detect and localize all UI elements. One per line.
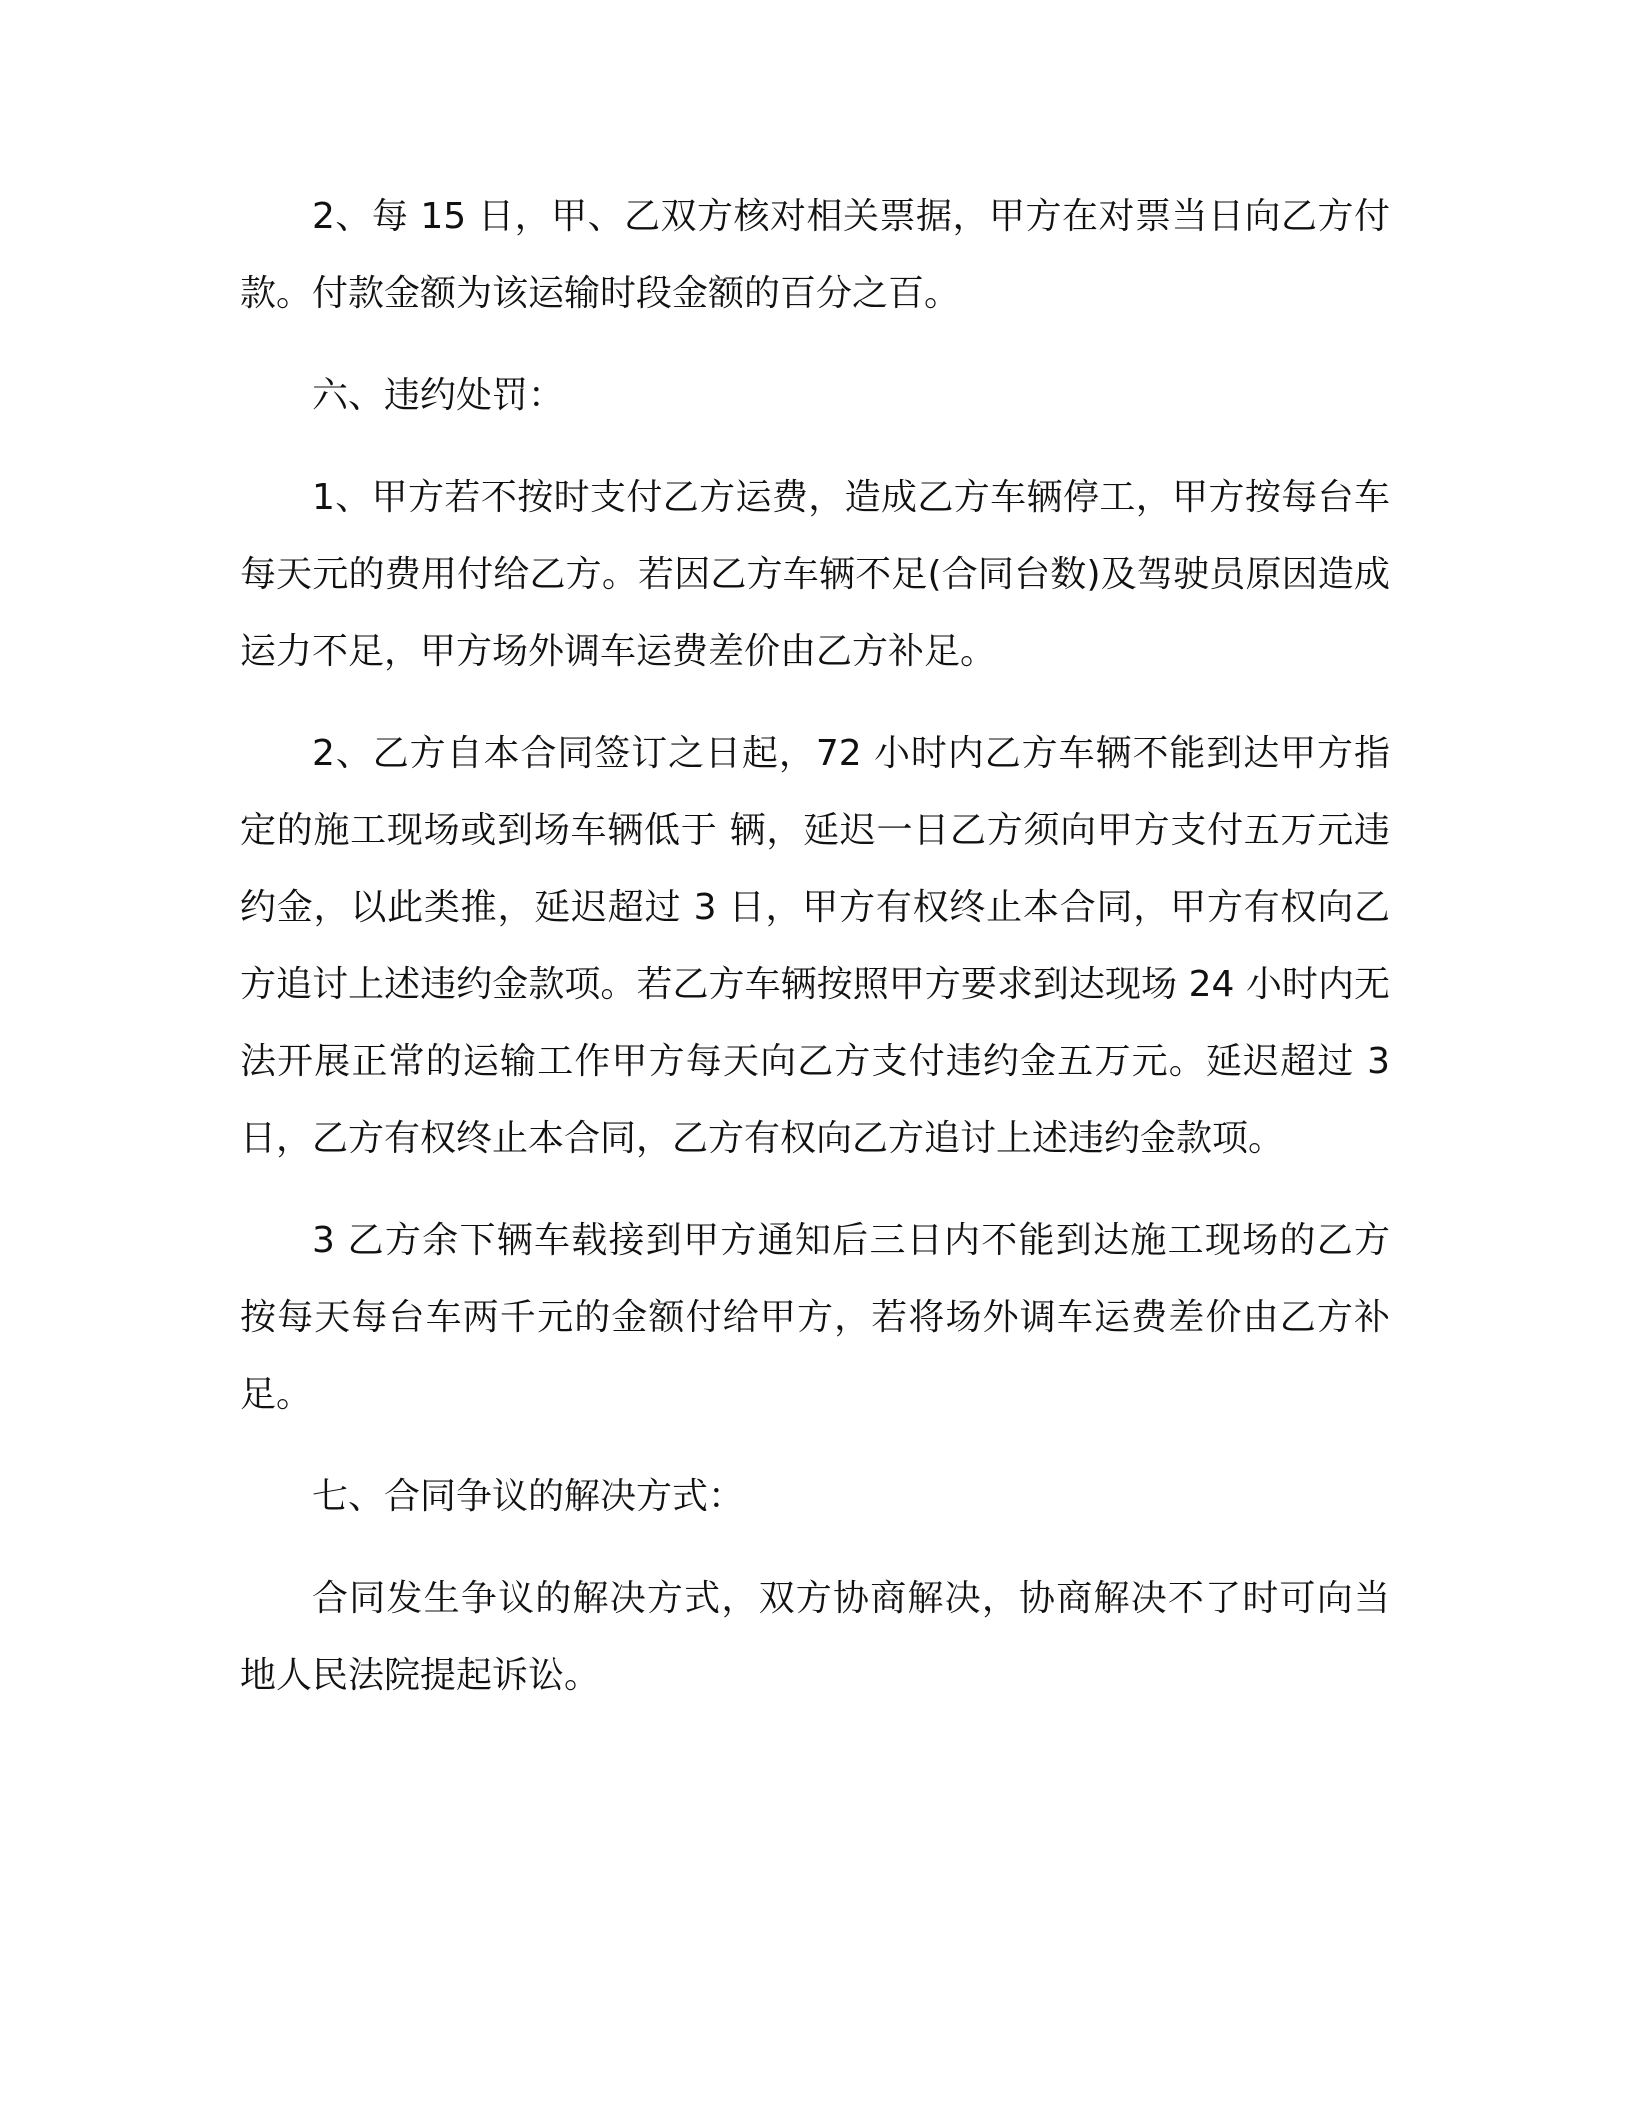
paragraph-breach-3: 3 乙方余下辆车载接到甲方通知后三日内不能到达施工现场的乙方按每天每台车两千元的金额付给甲方，若将场外调车运费差价由乙方补足。: [240, 1220, 1390, 1415]
document-body: [240, 178, 1390, 1739]
section-heading-dispute: 七、合同争议的解决方式：: [312, 1476, 745, 1517]
paragraph-dispute: 合同发生争议的解决方式，双方协商解决，协商解决不了时可向当地人民法院提起诉讼。: [240, 1578, 1390, 1696]
paragraph-payment-clause: 2、每 15 日，甲、乙双方核对相关票据，甲方在对票当日向乙方付款。付款金额为该运输时段金额的百分之百。: [240, 196, 1390, 314]
paragraph-breach-1: 1、甲方若不按时支付乙方运费，造成乙方车辆停工，甲方按每台车每天元的费用付给乙方。若因乙方车辆不足(合同台数)及驾驶员原因造成运力不足，甲方场外调车运费差价由乙方补足。: [240, 477, 1390, 672]
section-heading-breach: 六、违约处罚：: [312, 375, 565, 416]
paragraph-breach-2: 2、乙方自本合同签订之日起，72 小时内乙方车辆不能到达甲方指定的施工现场或到场车辆低于 辆，延迟一日乙方须向甲方支付五万元违约金，以此类推，延迟超过 3 日，甲方有权终止本合同，甲方有权向乙方追讨上述违约金款项。若乙方车辆按照甲方要求到达现场 24 小时内无法开展正常的运输工作甲方每天向乙方支付违约金五万元。延迟超过 3 日，乙方有权终止本合同，乙方有权向乙方追讨上述违约金款项。: [240, 733, 1390, 1159]
